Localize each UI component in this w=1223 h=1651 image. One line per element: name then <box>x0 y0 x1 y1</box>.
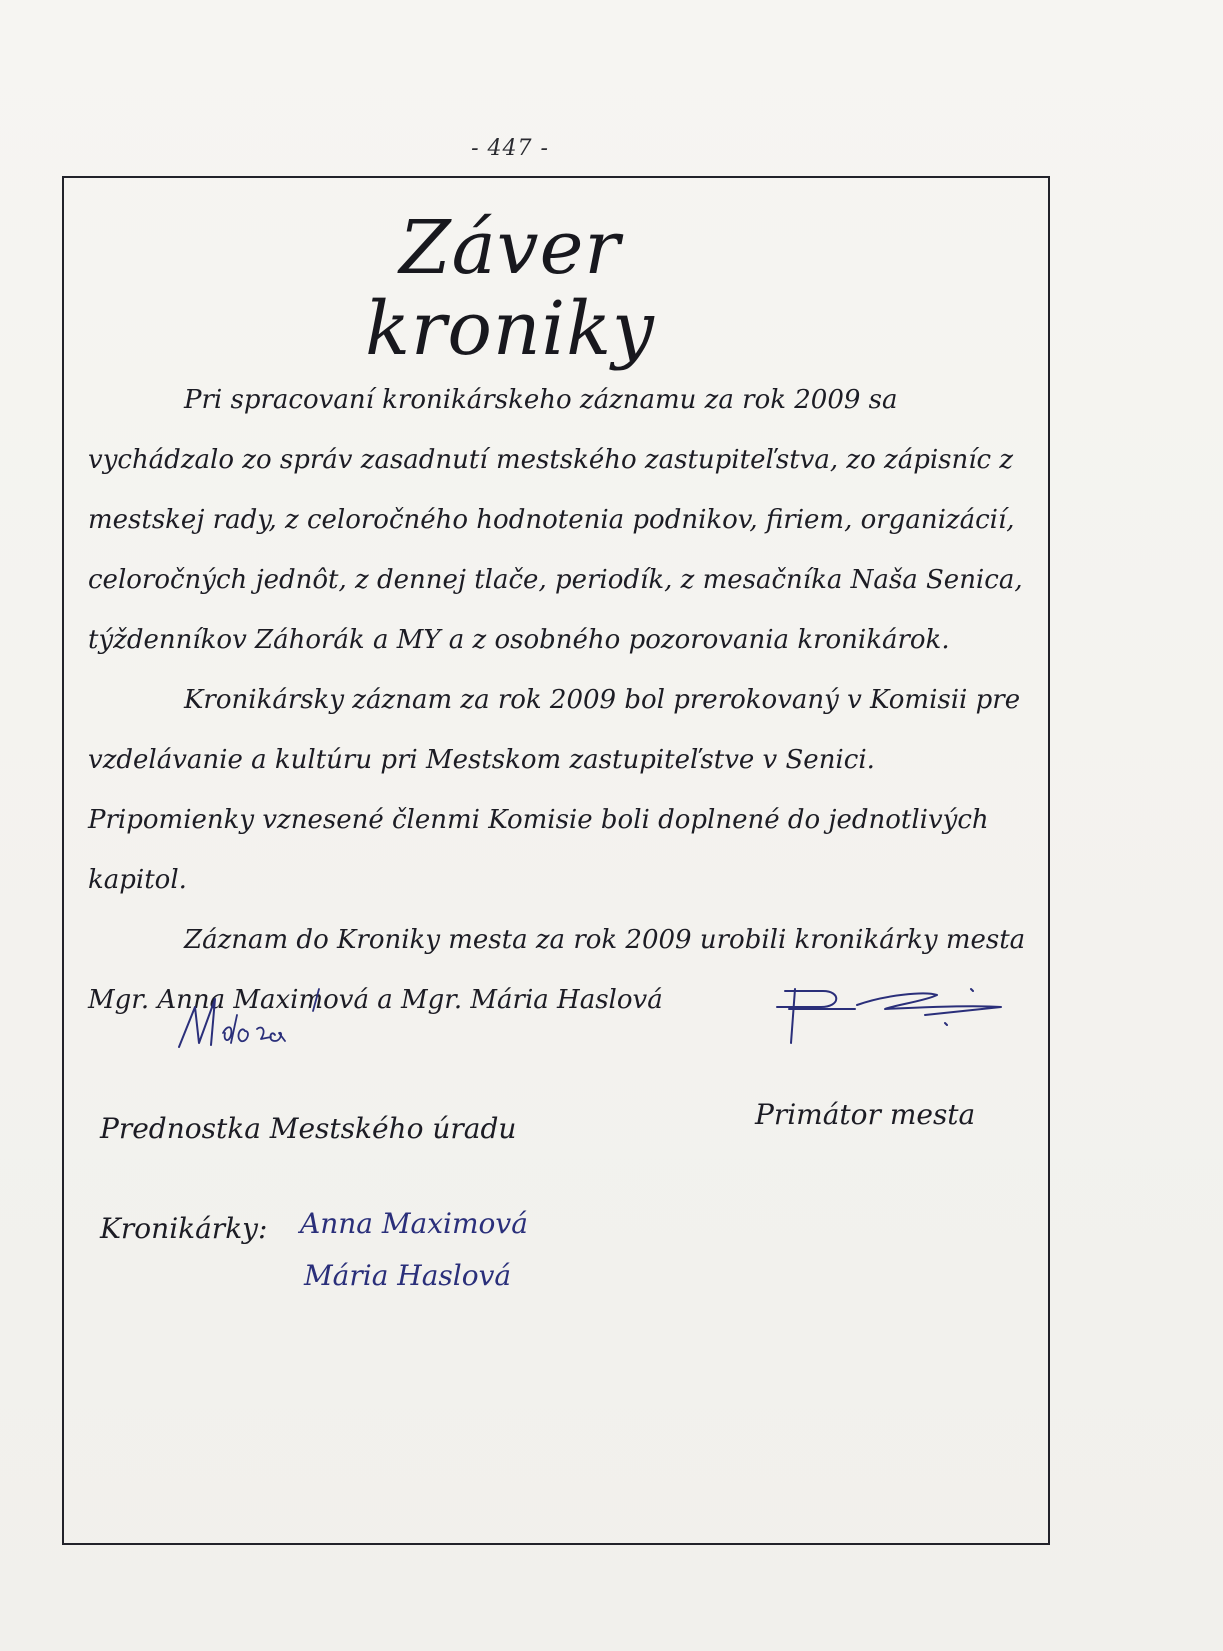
document-body <box>88 370 1038 1030</box>
paragraph-sources: Pri spracovaní kronikárskeho záznamu za rok 2009 sa vychádzalo zo správ zasadnutí mestského zastupiteľstva, zo zápisníc z mestskej rady, z celoročného hodnotenia podnikov, firiem, organizácií, celoročných jednôt, z dennej tlače, periodík, z mesačníka Naša Senica, týždenníkov Záhorák a MY a z osobného pozorovania kronikárok. <box>88 385 1023 655</box>
paragraph-review: Kronikársky záznam za rok 2009 bol prerokovaný v Komisii pre vzdelávanie a kultúru pri Mestskom zastupiteľstve v Senici. Pripomienky vznesené členmi Komisie boli doplnené do jednotlivých kapitol. <box>88 685 1021 895</box>
page-number: - 447 - <box>471 136 549 161</box>
chronicler-1-signature: Anna Maximová <box>300 1207 528 1240</box>
office-head-signature <box>175 985 335 1075</box>
document-title: Záver kroniky <box>365 205 655 373</box>
chronicler-signatures <box>300 1198 528 1302</box>
mayor-label: Primátor mesta <box>755 1098 976 1131</box>
chroniclers-label: Kronikárky: <box>100 1212 268 1245</box>
mayor-signature <box>775 985 1035 1045</box>
paragraph-authors: Záznam do Kroniky mesta za rok 2009 urobili kronikárky mesta Mgr. Anna Maximová a Mgr. Mária Haslová <box>88 925 1026 1015</box>
office-head-label: Prednostka Mestského úradu <box>100 1112 517 1145</box>
chronicler-2-signature: Mária Haslová <box>304 1259 512 1292</box>
